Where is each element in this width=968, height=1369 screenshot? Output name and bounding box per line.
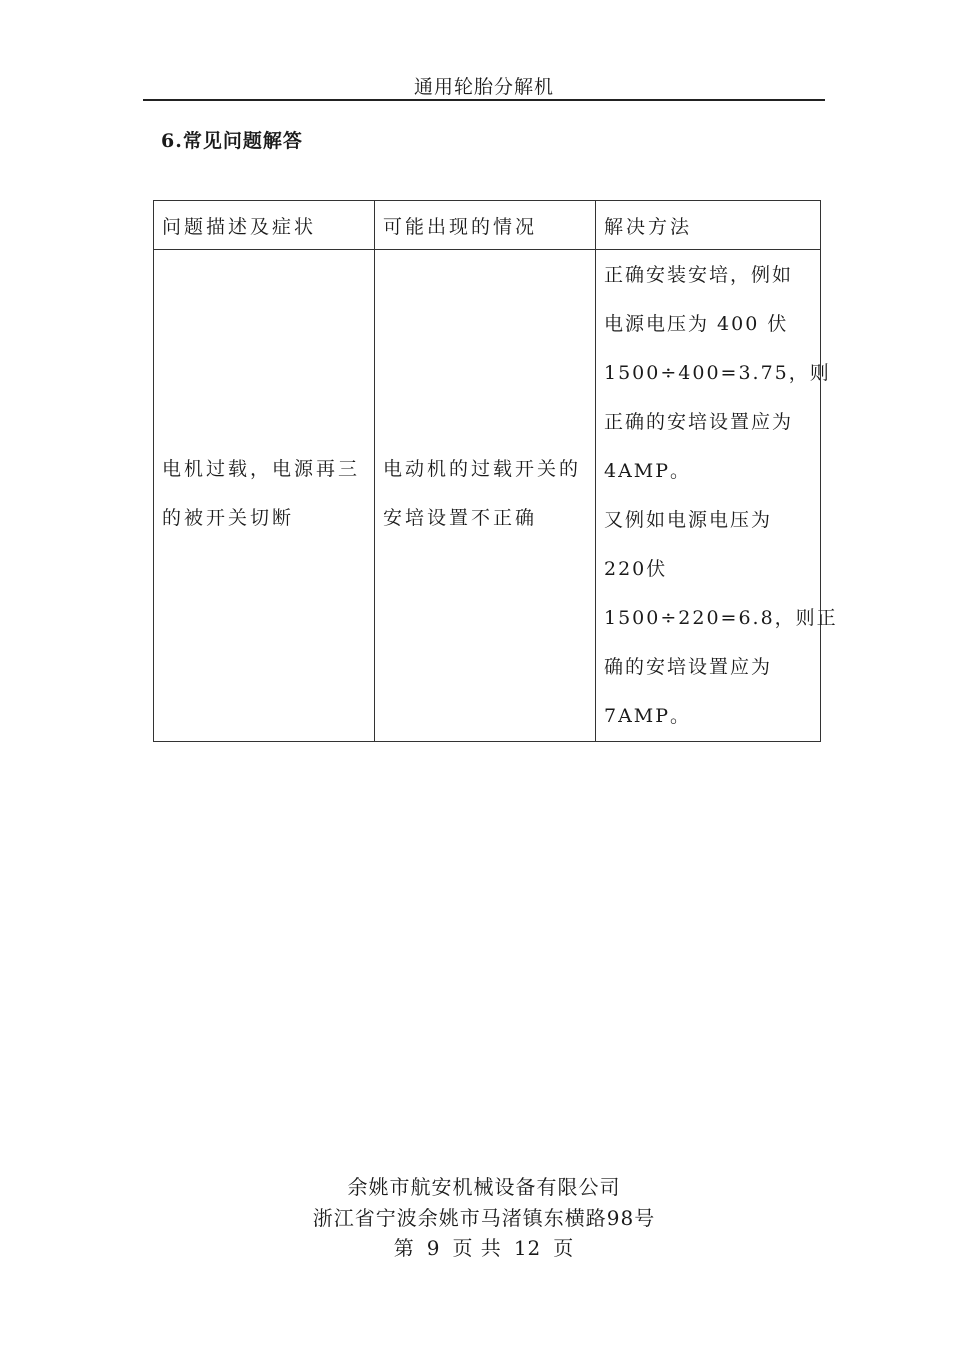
solution-line: 220伏	[604, 558, 668, 580]
cause-line: 电动机的过载开关的	[383, 458, 582, 480]
page-header-title: 通用轮胎分解机	[413, 76, 554, 98]
symptom-line: 的被开关切断	[162, 507, 295, 529]
cause-line: 安培设置不正确	[383, 507, 538, 529]
solution-line: 正确安装安培，例如	[604, 264, 794, 286]
footer-address: 浙江省宁波余姚市马渚镇东横路98号	[312, 1206, 656, 1230]
footer-page-number	[0, 1232, 968, 1261]
column-header-solution: 解决方法	[596, 201, 821, 250]
solution-cell	[596, 250, 838, 742]
cause-cell	[375, 250, 596, 742]
column-header-symptom: 问题描述及症状	[154, 201, 375, 250]
solution-line: 正确的安培设置应为	[604, 411, 794, 433]
faq-table	[153, 200, 838, 742]
symptom-line: 电机过载，电源再三	[162, 458, 361, 480]
solution-line: 1500÷400=3.75，则	[604, 362, 831, 384]
page-total: 12	[513, 1236, 542, 1260]
table-row	[154, 250, 821, 742]
solution-line: 7AMP。	[604, 705, 692, 727]
solution-line: 电源电压为 400 伏	[604, 313, 789, 335]
page-suffix: 页	[553, 1236, 575, 1260]
page-current: 9	[426, 1236, 441, 1260]
page-prefix: 第	[393, 1236, 415, 1260]
section-heading: 6.常见问题解答	[161, 130, 303, 152]
page-mid: 页 共	[452, 1236, 502, 1260]
solution-line: 又例如电源电压为	[604, 509, 773, 531]
header-divider	[143, 99, 825, 101]
symptom-cell	[154, 250, 375, 742]
solution-line: 确的安培设置应为	[604, 656, 773, 678]
column-header-cause: 可能出现的情况	[375, 201, 596, 250]
solution-line: 4AMP。	[604, 460, 692, 482]
solution-line: 1500÷220=6.8，则正	[604, 607, 838, 629]
table-header-row	[154, 201, 821, 250]
footer-company: 余姚市航安机械设备有限公司	[347, 1175, 621, 1199]
